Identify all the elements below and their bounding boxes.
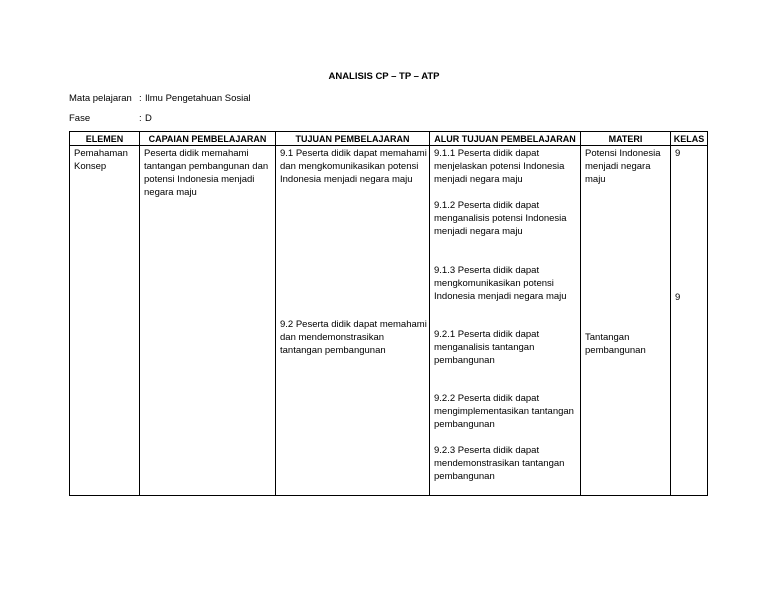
- table-col-line: [707, 131, 708, 496]
- header-materi: MATERI: [608, 134, 643, 144]
- meta-row-phase: Fase : D: [69, 113, 152, 124]
- cell-elemen: Pemahaman Konsep: [74, 148, 128, 172]
- cell-materi-2: Tantangan pembangunan: [585, 332, 646, 356]
- cell-tujuan-1: 9.1 Peserta didik dapat memahami dan mengkomunikasikan potensi Indonesia menjadi negara maju: [280, 148, 427, 185]
- table-col-line: [139, 131, 140, 496]
- cell-alur-3: 9.1.3 Peserta didik dapat mengkomunikasikan potensi Indonesia menjadi negara maju: [434, 265, 567, 302]
- table-col-line: [670, 131, 671, 496]
- table-col-line: [69, 131, 70, 496]
- table-col-line: [275, 131, 276, 496]
- cell-alur-1: 9.1.1 Peserta didik dapat menjelaskan potensi Indonesia menjadi negara maju: [434, 148, 565, 185]
- header-capaian: CAPAIAN PEMBELAJARAN: [148, 134, 267, 144]
- meta-value: Ilmu Pengetahuan Sosial: [145, 93, 251, 104]
- cell-alur-6: 9.2.3 Peserta didik dapat mendemonstrasikan tantangan pembangunan: [434, 445, 565, 482]
- header-alur: ALUR TUJUAN PEMBELAJARAN: [434, 134, 576, 144]
- cell-kelas-1: 9: [675, 148, 681, 159]
- cell-alur-4: 9.2.1 Peserta didik dapat menganalisis tantangan pembangunan: [434, 329, 540, 366]
- table-header-divider: [69, 145, 708, 146]
- table-col-line: [580, 131, 581, 496]
- meta-label: Mata pelajaran: [69, 93, 132, 104]
- meta-row-subject: Mata pelajaran : Ilmu Pengetahuan Sosial: [69, 93, 251, 104]
- table-col-line: [429, 131, 430, 496]
- meta-value: D: [145, 113, 152, 124]
- header-tujuan: TUJUAN PEMBELAJARAN: [295, 134, 410, 144]
- header-kelas: KELAS: [673, 134, 705, 144]
- table-border-top: [69, 131, 708, 132]
- table-border-bottom: [69, 495, 708, 496]
- document-title: ANALISIS CP – TP – ATP: [328, 71, 440, 82]
- cell-capaian: Peserta didik memahami tantangan pembangunan dan potensi Indonesia menjadi negara maju: [144, 148, 269, 198]
- cell-materi-1: Potensi Indonesia menjadi negara maju: [585, 148, 661, 185]
- header-elemen: ELEMEN: [85, 134, 124, 144]
- cell-alur-2: 9.1.2 Peserta didik dapat menganalisis potensi Indonesia menjadi negara maju: [434, 200, 567, 237]
- cell-kelas-2: 9: [675, 292, 681, 303]
- cell-alur-5: 9.2.2 Peserta didik dapat mengimplementasikan tantangan pembangunan: [434, 393, 574, 430]
- cell-tujuan-2: 9.2 Peserta didik dapat memahami dan mendemonstrasikan tantangan pembangunan: [280, 319, 427, 356]
- meta-label: Fase: [69, 113, 91, 124]
